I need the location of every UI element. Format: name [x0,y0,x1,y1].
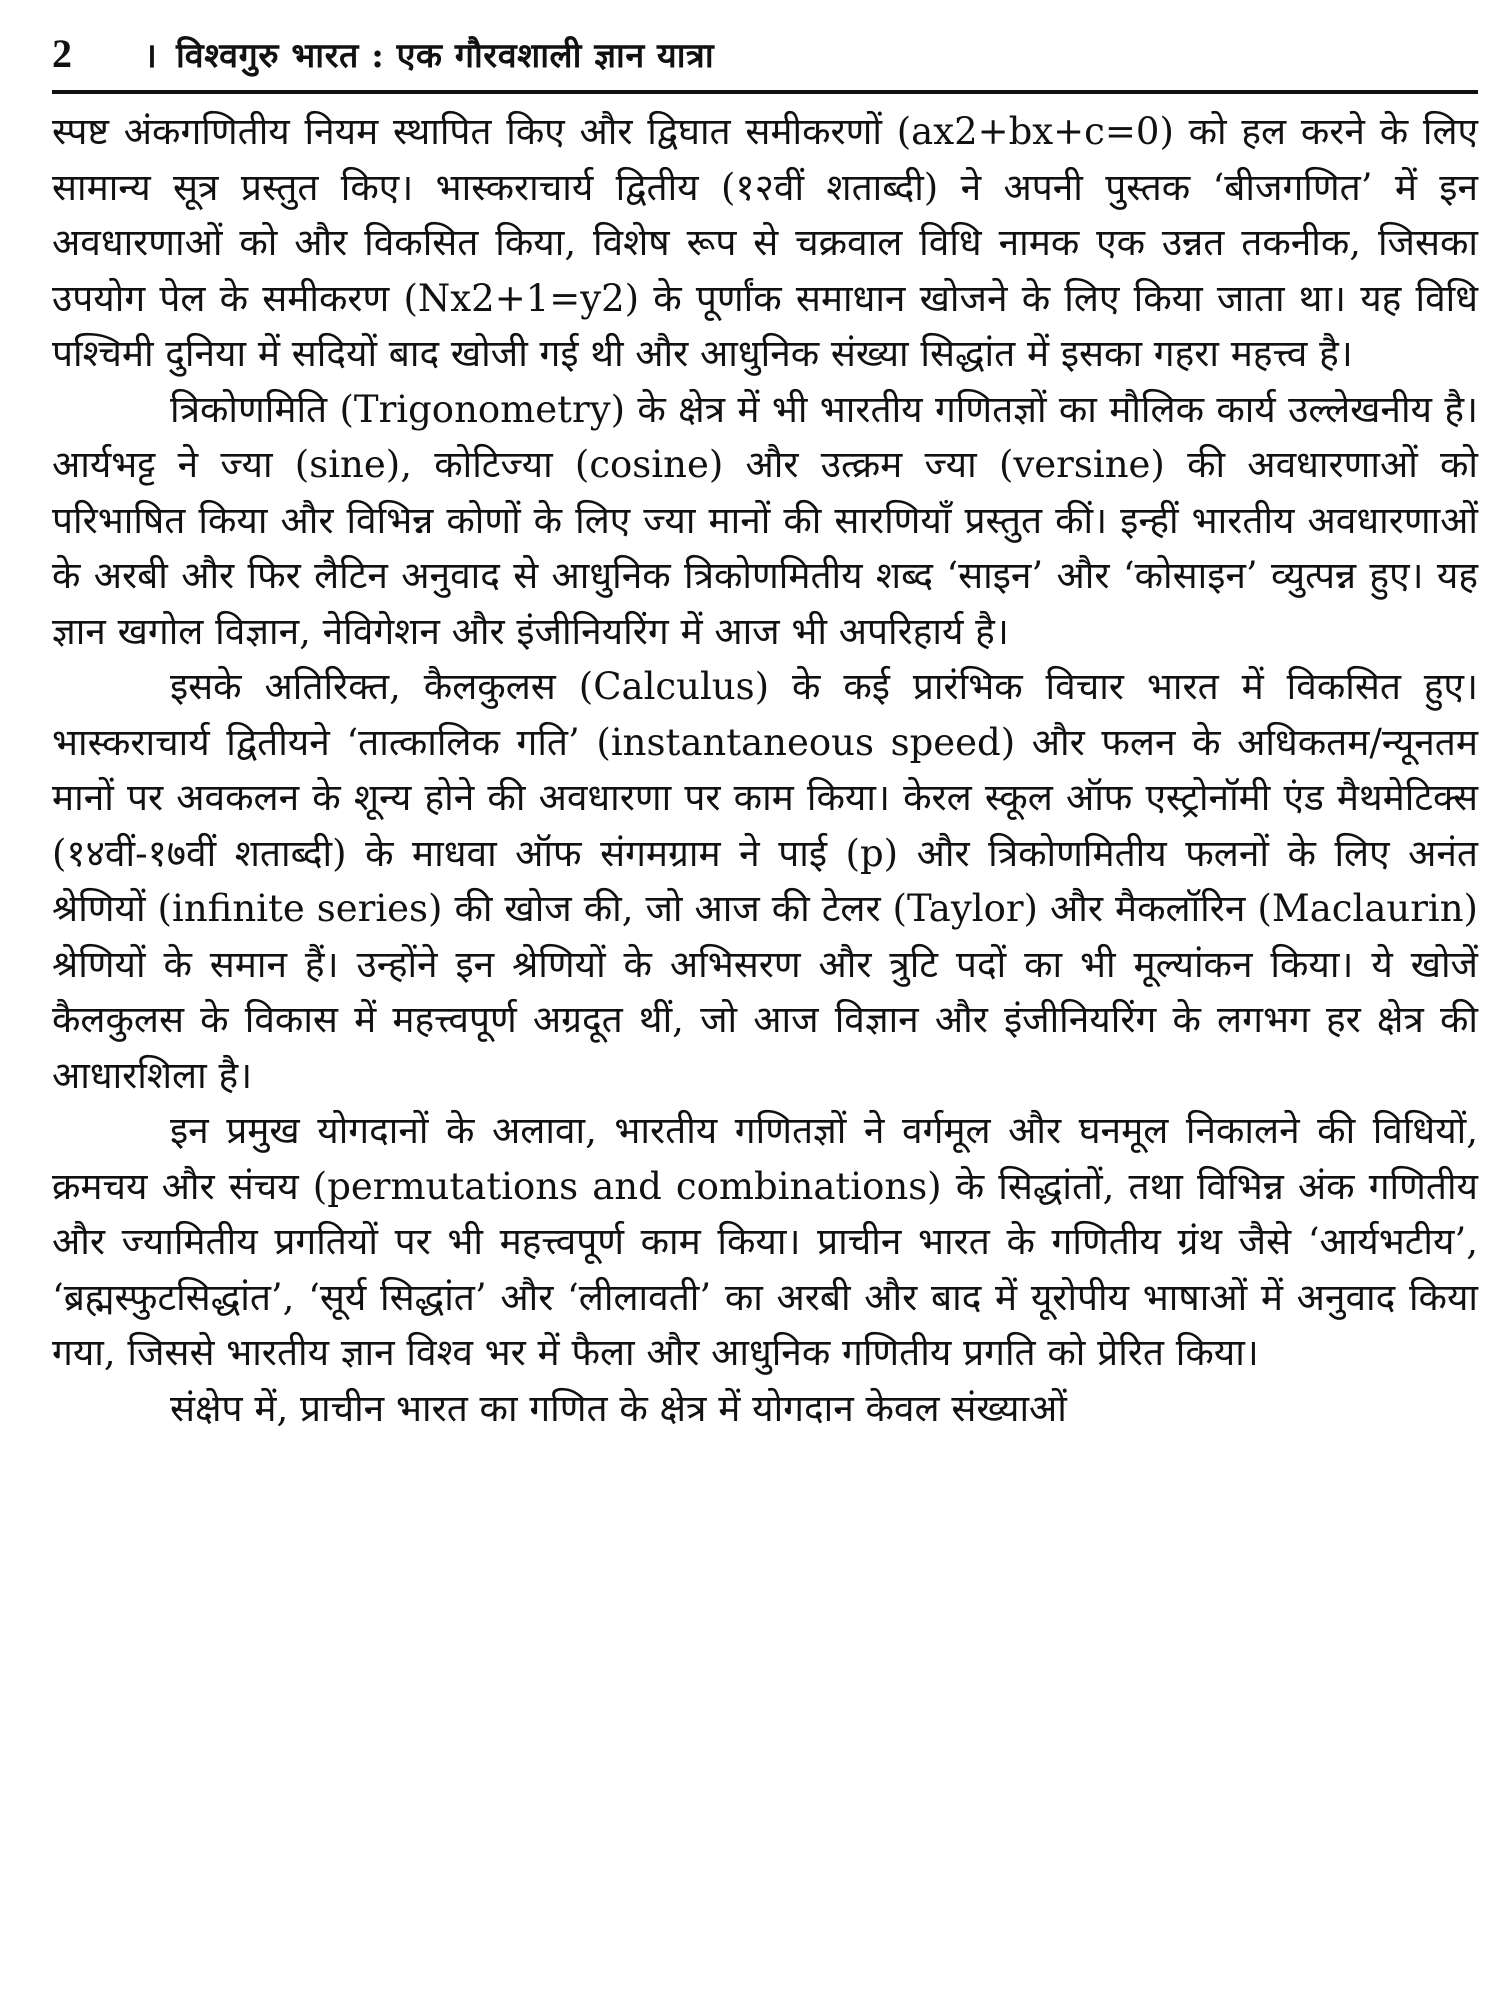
running-title: विश्वगुरु भारत : एक गौरवशाली ज्ञान यात्रा [176,36,715,76]
header-rule [52,90,1478,94]
paragraph-calculus: इसके अतिरिक्त, कैलकुलस (Calculus) के कई प्रारंभिक विचार भारत में विकसित हुए। भास्कराचार्य द्वितीयने ‘तात्कालिक गति’ (instantaneous speed) और फलन के अधिकतम/न्यूनतम मानों पर अवकलन के शून्य होने की अवधारणा पर काम किया। केरल स्कूल ऑफ एस्ट्रोनॉमी एंड मैथमेटिक्स (१४वीं-१७वीं शताब्दी) के माधवा ऑफ संगमग्राम ने पाई (p) और त्रिकोणमितीय फलनों के लिए अनंत श्रेणियों (infinite series) की खोज की, जो आज की टेलर (Taylor) और मैकलॉरिन (Maclaurin) श्रेणियों के समान हैं। उन्होंने इन श्रेणियों के अभिसरण और त्रुटि पदों का भी मूल्यांकन किया। ये खोजें कैलकुलस के विकास में महत्त्वपूर्ण अग्रदूत थीं, जो आज विज्ञान और इंजीनियरिंग के लगभग हर क्षेत्र की आधारशिला है। [52,665,1478,1097]
body-text [52,104,1478,1436]
paragraph-continued: स्पष्ट अंकगणितीय नियम स्थापित किए और द्विघात समीकरणों (ax2+bx+c=0) को हल करने के लिए सामान्य सूत्र प्रस्तुत किए। भास्कराचार्य द्वितीय (१२वीं शताब्दी) ने अपनी पुस्तक ‘बीजगणित’ में इन अवधारणाओं को और विकसित किया, विशेष रूप से चक्रवाल विधि नामक एक उन्नत तकनीक, जिसका उपयोग पेल के समीकरण (Nx2+1=y2) के पूर्णांक समाधान खोजने के लिए किया जाता था। यह विधि पश्चिमी दुनिया में सदियों बाद खोजी गई थी और आधुनिक संख्या सिद्धांत में इसका गहरा महत्त्व है। [52,110,1478,375]
page-number: 2 [52,31,72,76]
header-separator: । [144,36,157,76]
paragraph-other-contributions: इन प्रमुख योगदानों के अलावा, भारतीय गणितज्ञों ने वर्गमूल और घनमूल निकालने की विधियों, क्रमचय और संचय (permutations and combinations) के सिद्धांतों, तथा विभिन्न अंक गणितीय और ज्यामितीय प्रगतियों पर भी महत्त्वपूर्ण काम किया। प्राचीन भारत के गणितीय ग्रंथ जैसे ‘आर्यभटीय’, ‘ब्रह्मस्फुटसिद्धांत’, ‘सूर्य सिद्धांत’ और ‘लीलावती’ का अरबी और बाद में यूरोपीय भाषाओं में अनुवाद किया गया, जिससे भारतीय ज्ञान विश्व भर में फैला और आधुनिक गणितीय प्रगति को प्रेरित किया। [52,1109,1478,1374]
running-header [52,30,1478,84]
paragraph-summary: संक्षेप में, प्राचीन भारत का गणित के क्षेत्र में योगदान केवल संख्याओं [170,1386,1067,1430]
paragraph-trigonometry: त्रिकोणमिति (Trigonometry) के क्षेत्र में भी भारतीय गणितज्ञों का मौलिक कार्य उल्लेखनीय है। आर्यभट्ट ने ज्या (sine), कोटिज्या (cosine) और उत्क्रम ज्या (versine) की अवधारणाओं को परिभाषित किया और विभिन्न कोणों के लिए ज्या मानों की सारणियाँ प्रस्तुत कीं। इन्हीं भारतीय अवधारणाओं के अरबी और फिर लैटिन अनुवाद से आधुनिक त्रिकोणमितीय शब्द ‘साइन’ और ‘कोसाइन’ व्युत्पन्न हुए। यह ज्ञान खगोल विज्ञान, नेविगेशन और इंजीनियरिंग में आज भी अपरिहार्य है। [52,387,1478,653]
